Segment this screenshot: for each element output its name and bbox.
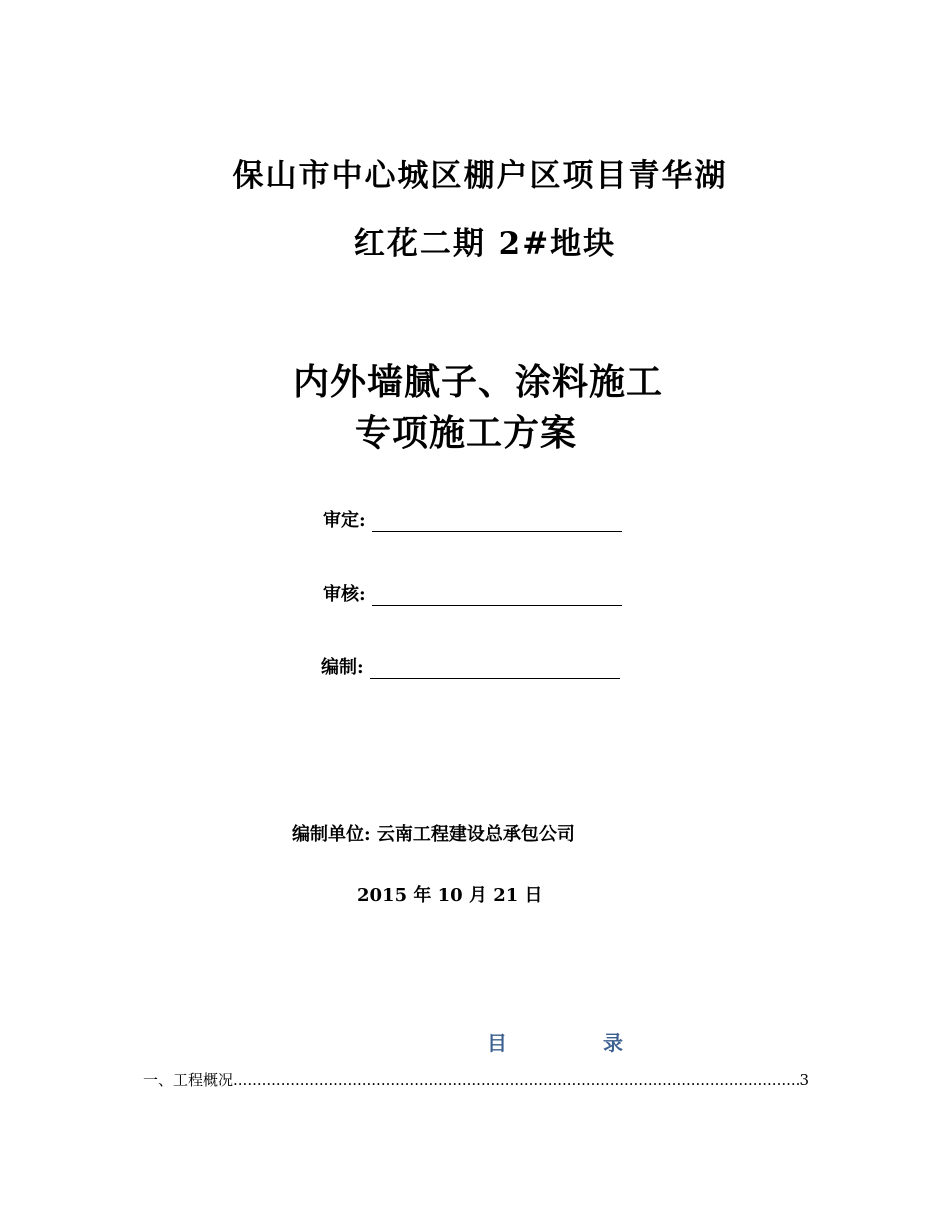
plan-title-line-1: 内外墙腻子、涂料施工 [293, 362, 664, 403]
toc-entry-title: 一、工程概况 [143, 1071, 234, 1089]
toc-heading-char-2: 录 [603, 1031, 623, 1055]
project-title-line-1: 保山市中心城区棚户区项目青华湖 [232, 158, 728, 194]
approve-label: 审定: [323, 510, 366, 531]
plan-title-line-2: 专项施工方案 [355, 413, 578, 454]
compile-signature-row [321, 653, 620, 679]
compile-signature-line [370, 658, 620, 679]
review-label: 审核: [323, 584, 366, 605]
compile-label: 编制: [321, 657, 364, 678]
compiling-unit: 编制单位: 云南工程建设总承包公司 [292, 824, 575, 845]
toc-entry[interactable] [143, 1069, 809, 1090]
toc-heading-char-1: 目 [487, 1031, 507, 1055]
review-signature-line [372, 585, 622, 606]
toc-leader-dots [233, 1071, 799, 1089]
toc-entry-page: 3 [799, 1071, 809, 1089]
compile-date: 2015 年 10 月 21 日 [357, 885, 543, 906]
approve-signature-row [323, 506, 622, 532]
approve-signature-line [372, 511, 622, 532]
toc-heading [487, 1027, 623, 1056]
project-title-line-2: 红花二期 2#地块 [353, 226, 617, 262]
review-signature-row [323, 580, 622, 606]
